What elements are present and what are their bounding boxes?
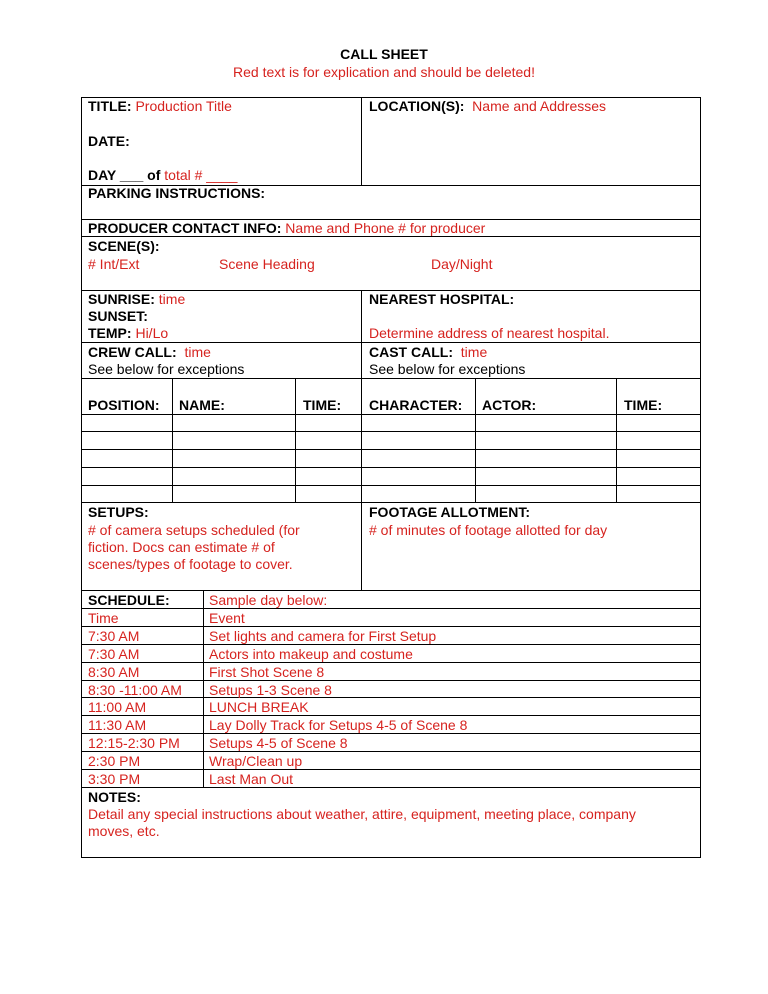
cast-call-field bbox=[369, 344, 487, 361]
schedule-time: 11:00 AM bbox=[88, 699, 147, 715]
schedule-time: 3:30 PM bbox=[88, 771, 141, 787]
column-divider bbox=[203, 590, 204, 787]
column-divider bbox=[475, 378, 476, 502]
schedule-event: Set lights and camera for First Setup bbox=[209, 628, 437, 644]
setups-label: SETUPS: bbox=[88, 504, 149, 520]
date-label: DATE: bbox=[88, 133, 130, 149]
schedule-time: 7:30 AM bbox=[88, 646, 140, 662]
sunrise-value: time bbox=[158, 291, 186, 307]
divider bbox=[81, 787, 701, 788]
day-label: DAY ___ of bbox=[88, 167, 161, 183]
header-cast-time: TIME: bbox=[624, 397, 663, 413]
schedule-event: Lay Dolly Track for Setups 4-5 of Scene 8 bbox=[209, 717, 468, 733]
title-field bbox=[88, 98, 232, 115]
schedule-time: Time bbox=[88, 610, 119, 626]
divider bbox=[81, 449, 701, 450]
divider bbox=[81, 769, 701, 770]
divider bbox=[81, 485, 701, 486]
schedule-time: 8:30 -11:00 AM bbox=[88, 682, 182, 698]
cast-call-note: See below for exceptions bbox=[369, 361, 526, 377]
scenes-col-day-night: Day/Night bbox=[431, 256, 493, 272]
divider bbox=[81, 414, 701, 415]
notes-line: moves, etc. bbox=[88, 823, 160, 839]
schedule-event: Setups 1-3 Scene 8 bbox=[209, 682, 332, 698]
setups-line: # of camera setups scheduled (for bbox=[88, 522, 300, 538]
crew-call-field bbox=[88, 344, 211, 361]
location-field bbox=[369, 98, 606, 115]
location-value: Name and Addresses bbox=[472, 98, 607, 114]
schedule-time: 7:30 AM bbox=[88, 628, 140, 644]
schedule-label: SCHEDULE: bbox=[88, 592, 170, 608]
divider bbox=[81, 342, 701, 343]
column-divider bbox=[295, 378, 296, 502]
divider bbox=[81, 626, 701, 627]
producer-value: Name and Phone # for producer bbox=[285, 220, 486, 236]
page-title: CALL SHEET bbox=[340, 46, 428, 62]
schedule-time: 11:30 AM bbox=[88, 717, 147, 733]
divider bbox=[81, 680, 701, 681]
title-value: Production Title bbox=[135, 98, 232, 114]
sunrise-field bbox=[88, 291, 185, 308]
sunrise-label: SUNRISE: bbox=[88, 291, 155, 307]
header-name: NAME: bbox=[179, 397, 225, 413]
setups-line: scenes/types of footage to cover. bbox=[88, 556, 293, 572]
divider bbox=[81, 431, 701, 432]
column-divider bbox=[361, 502, 362, 590]
schedule-event: Actors into makeup and costume bbox=[209, 646, 413, 662]
border-right bbox=[700, 97, 701, 858]
cast-call-label: CAST CALL: bbox=[369, 344, 453, 360]
header-actor: ACTOR: bbox=[482, 397, 537, 413]
schedule-event: Wrap/Clean up bbox=[209, 753, 303, 769]
divider bbox=[81, 467, 701, 468]
location-label: LOCATION(S): bbox=[369, 98, 465, 114]
scenes-col-heading: Scene Heading bbox=[219, 256, 315, 272]
day-field bbox=[88, 167, 237, 184]
header-time: TIME: bbox=[303, 397, 342, 413]
column-divider bbox=[172, 378, 173, 502]
column-divider bbox=[616, 378, 617, 502]
divider bbox=[81, 590, 701, 591]
hospital-label: NEAREST HOSPITAL: bbox=[369, 291, 515, 307]
temp-value: Hi/Lo bbox=[135, 325, 169, 341]
temp-label: TEMP: bbox=[88, 325, 132, 341]
divider bbox=[81, 608, 701, 609]
producer-field bbox=[88, 220, 485, 237]
crew-call-note: See below for exceptions bbox=[88, 361, 245, 377]
header-position: POSITION: bbox=[88, 397, 160, 413]
crew-call-value: time bbox=[184, 344, 211, 360]
scenes-col-int-ext: # Int/Ext bbox=[88, 256, 140, 272]
producer-label: PRODUCER CONTACT INFO: bbox=[88, 220, 282, 236]
title-label: TITLE: bbox=[88, 98, 132, 114]
setups-line: fiction. Docs can estimate # of bbox=[88, 539, 275, 555]
temp-field bbox=[88, 325, 168, 342]
divider bbox=[81, 502, 701, 503]
schedule-time: 8:30 AM bbox=[88, 664, 140, 680]
divider bbox=[81, 715, 701, 716]
schedule-note: Sample day below: bbox=[209, 592, 328, 608]
header-character: CHARACTER: bbox=[369, 397, 463, 413]
column-divider bbox=[361, 97, 362, 185]
schedule-event: Last Man Out bbox=[209, 771, 294, 787]
explication-note: Red text is for explication and should be deleted! bbox=[233, 64, 535, 80]
hospital-value: Determine address of nearest hospital. bbox=[369, 325, 610, 341]
notes-label: NOTES: bbox=[88, 789, 141, 805]
column-divider bbox=[361, 290, 362, 502]
border-bottom bbox=[81, 857, 701, 858]
schedule-time: 12:15-2:30 PM bbox=[88, 735, 180, 751]
border-left bbox=[81, 97, 82, 858]
schedule-event: LUNCH BREAK bbox=[209, 699, 309, 715]
footage-label: FOOTAGE ALLOTMENT: bbox=[369, 504, 530, 520]
divider bbox=[81, 378, 701, 379]
schedule-event: First Shot Scene 8 bbox=[209, 664, 325, 680]
footage-value: # of minutes of footage allotted for day bbox=[369, 522, 608, 538]
schedule-event: Event bbox=[209, 610, 245, 626]
cast-call-value: time bbox=[460, 344, 488, 360]
parking-label: PARKING INSTRUCTIONS: bbox=[88, 185, 266, 201]
notes-line: Detail any special instructions about weather, attire, equipment, meeting place, company bbox=[88, 806, 636, 822]
schedule-event: Setups 4-5 of Scene 8 bbox=[209, 735, 348, 751]
schedule-time: 2:30 PM bbox=[88, 753, 141, 769]
scenes-label: SCENE(S): bbox=[88, 238, 160, 254]
day-value: total # ____ bbox=[164, 167, 238, 183]
crew-call-label: CREW CALL: bbox=[88, 344, 177, 360]
sunset-label: SUNSET: bbox=[88, 308, 148, 324]
